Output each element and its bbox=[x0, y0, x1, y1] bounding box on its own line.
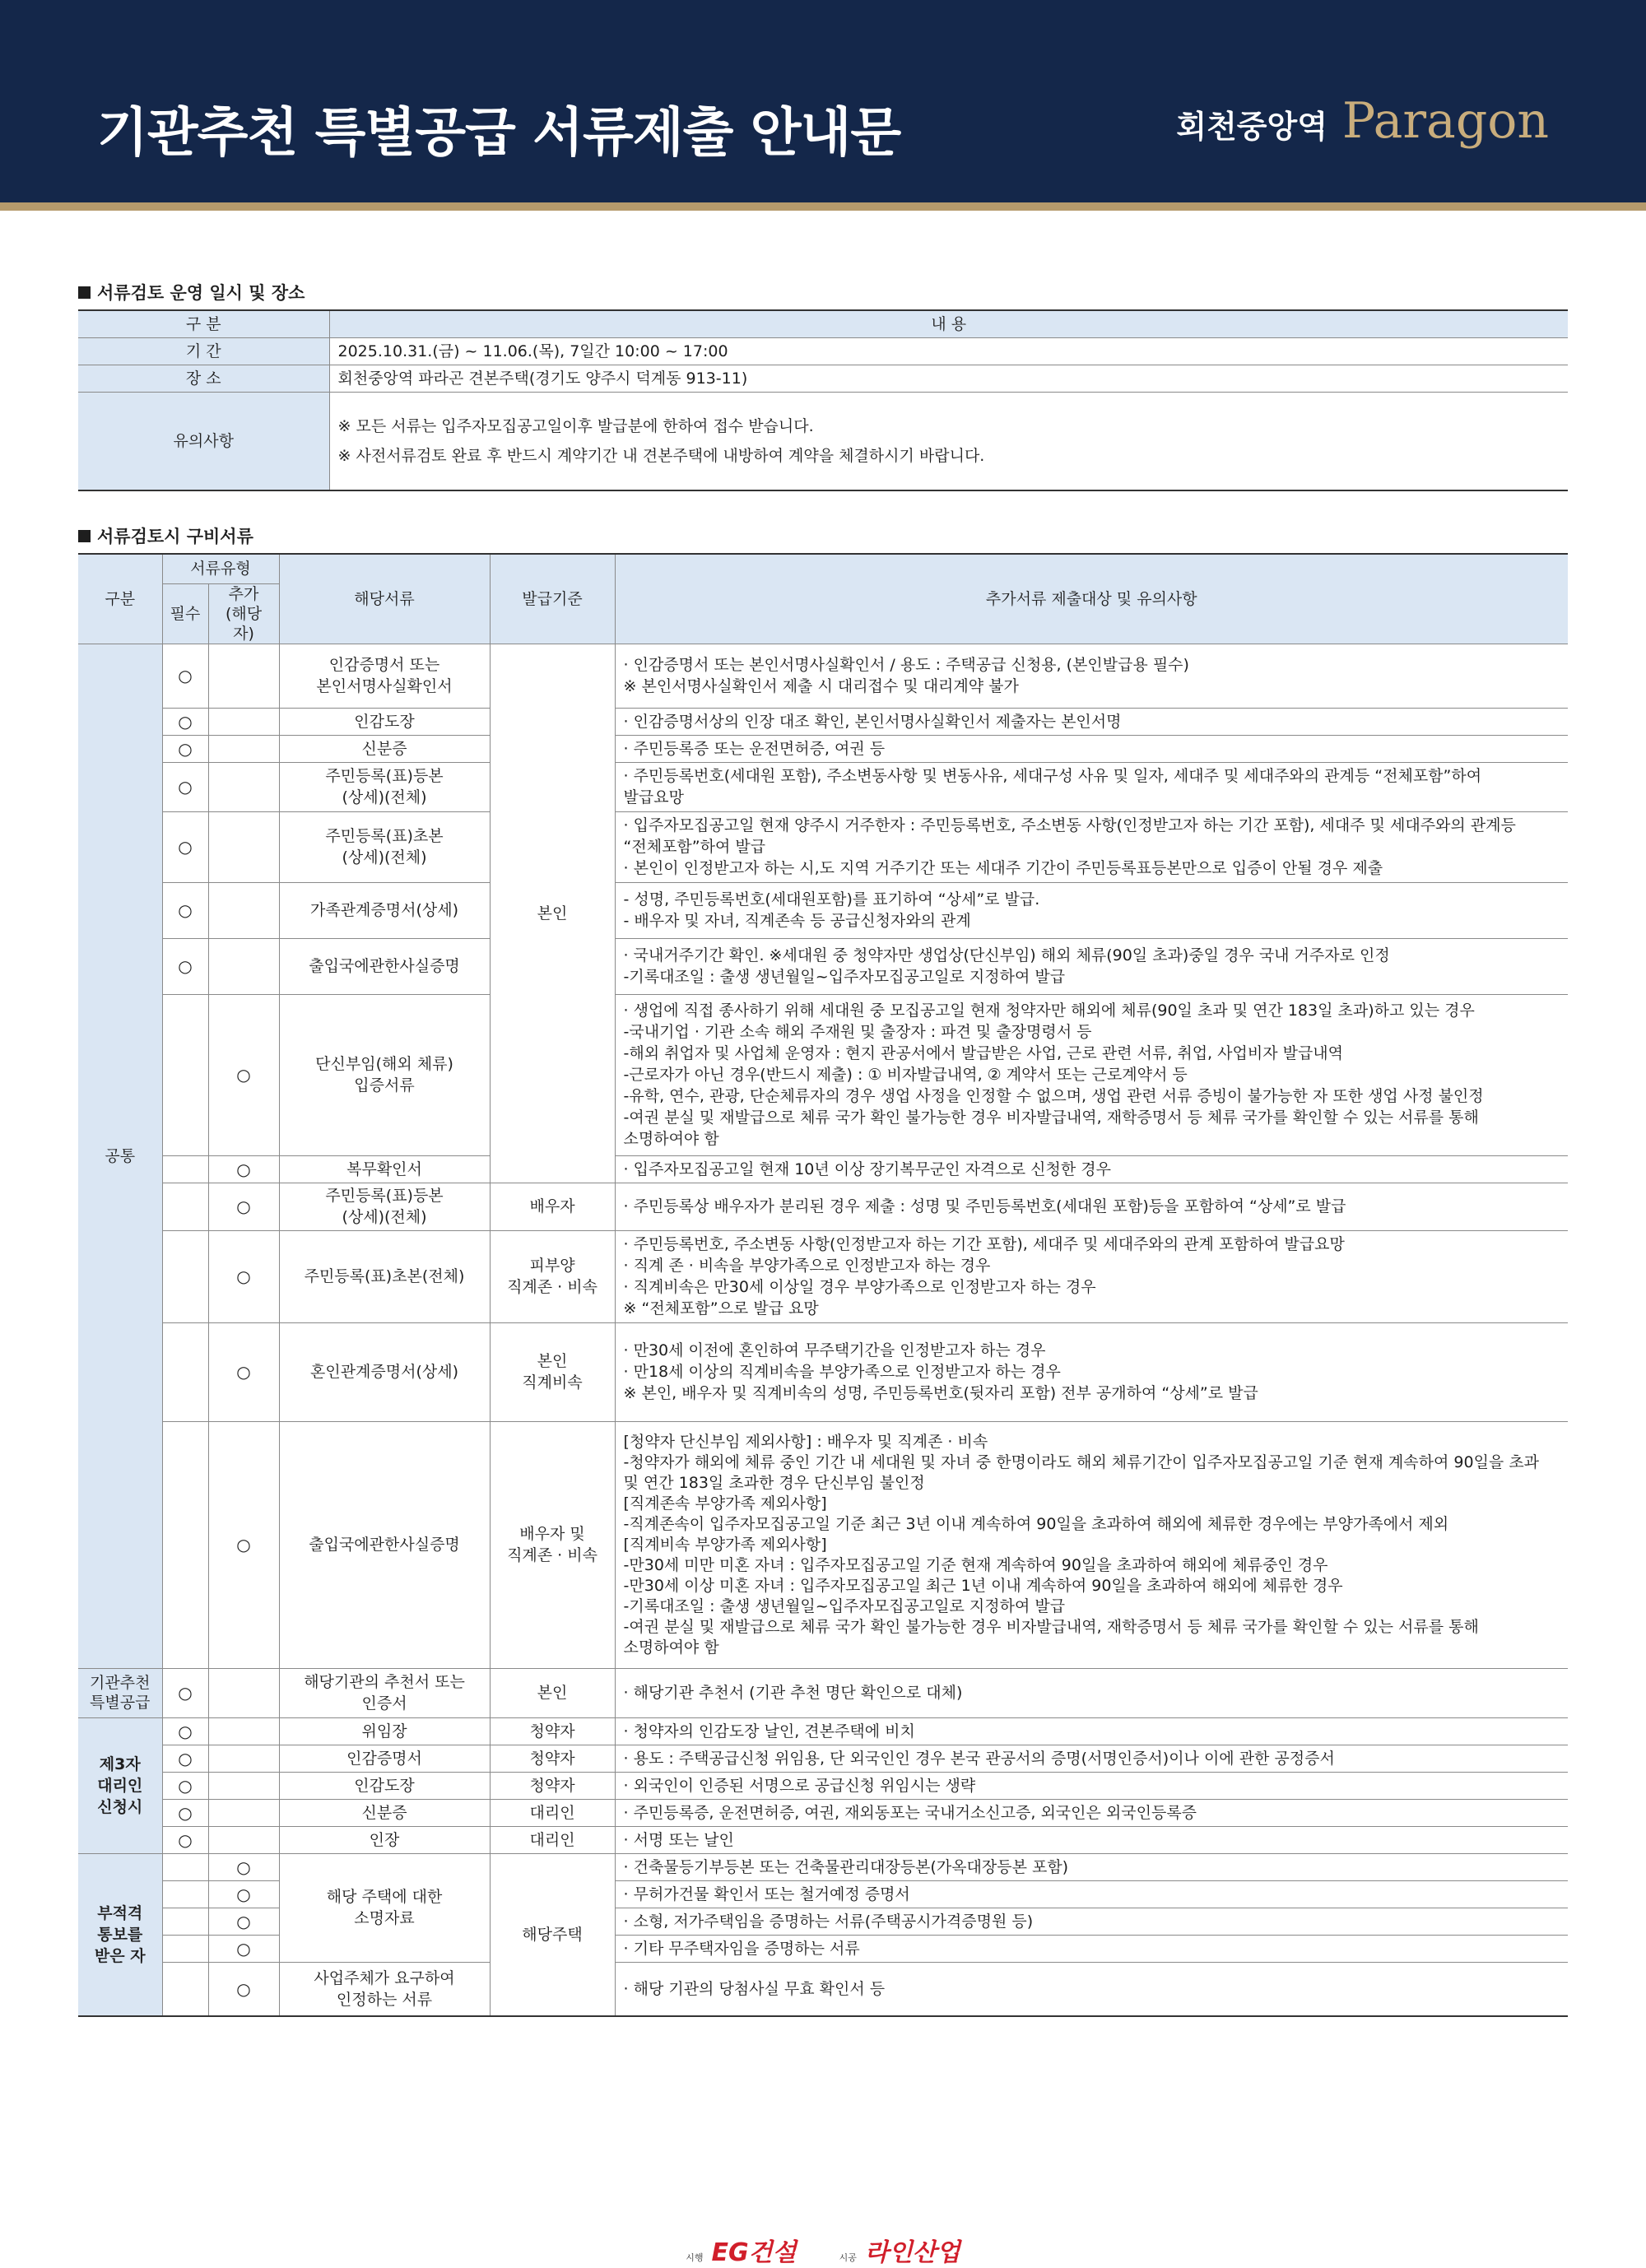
required-mark: ○ bbox=[162, 1772, 208, 1799]
extra-mark: ○ bbox=[208, 1908, 279, 1935]
required-mark-empty bbox=[162, 1230, 208, 1322]
required-mark: ○ bbox=[162, 882, 208, 938]
extra-mark: ○ bbox=[208, 1322, 279, 1421]
extra-mark-empty bbox=[208, 1668, 279, 1717]
required-mark-empty bbox=[162, 1155, 208, 1183]
extra-mark-empty bbox=[208, 1799, 279, 1826]
basis-applicant: 청약자 bbox=[490, 1772, 615, 1799]
extra-mark-empty bbox=[208, 1745, 279, 1772]
required-mark: ○ bbox=[162, 811, 208, 882]
header-divider bbox=[0, 202, 1646, 211]
extra-mark-empty bbox=[208, 708, 279, 735]
doc-name: 사업주체가 요구하여 인정하는 서류 bbox=[279, 1962, 490, 2016]
col-header-doc: 해당서류 bbox=[279, 554, 490, 644]
constructor-label: 시공 bbox=[839, 2252, 857, 2263]
col-header-notes: 추가서류 제출대상 및 유의사항 bbox=[615, 554, 1568, 644]
notice-item: ※ 사전서류검토 완료 후 반드시 계약기간 내 견본주택에 내방하여 계약을 체결하시기 바랍니다. bbox=[337, 446, 985, 465]
basis-housing: 해당주택 bbox=[490, 1853, 615, 2016]
doc-notes: · 주민등록증 또는 운전면허증, 여권 등 bbox=[615, 735, 1568, 762]
doc-notes: · 주민등록상 배우자가 분리된 경우 제출 : 성명 및 주민등록번호(세대원 포함)등을 포함하여 “상세”로 발급 bbox=[615, 1183, 1568, 1230]
period-value: 2025.10.31.(금) ~ 11.06.(목), 7일간 10:00 ~ 17:00 bbox=[329, 337, 1568, 365]
extra-mark: ○ bbox=[208, 1421, 279, 1668]
required-mark: ○ bbox=[162, 1799, 208, 1826]
doc-name: 해당기관의 추천서 또는 인증서 bbox=[279, 1668, 490, 1717]
col-header-group: 구분 bbox=[78, 554, 162, 644]
doc-name: 신분증 bbox=[279, 1799, 490, 1826]
col-header-type: 서류유형 bbox=[162, 554, 279, 583]
doc-notes: · 인감증명서상의 인장 대조 확인, 본인서명사실확인서 제출자는 본인서명 bbox=[615, 708, 1568, 735]
required-mark: ○ bbox=[162, 735, 208, 762]
required-mark: ○ bbox=[162, 1826, 208, 1853]
doc-name: 복무확인서 bbox=[279, 1155, 490, 1183]
required-mark: ○ bbox=[162, 1668, 208, 1717]
square-bullet-icon bbox=[78, 286, 91, 299]
extra-mark-empty bbox=[208, 644, 279, 708]
required-mark-empty bbox=[162, 1880, 208, 1908]
extra-mark-empty bbox=[208, 882, 279, 938]
group-ineligible: 부적격 통보를 받은 자 bbox=[78, 1853, 162, 2016]
row-label-period: 기 간 bbox=[78, 337, 329, 365]
doc-notes: · 무허가건물 확인서 또는 철거예정 증명서 bbox=[615, 1880, 1568, 1908]
developer-label: 시행 bbox=[686, 2252, 704, 2263]
row-label-place: 장 소 bbox=[78, 365, 329, 392]
basis-self: 본인 bbox=[490, 644, 615, 1183]
extra-mark-empty bbox=[208, 762, 279, 811]
doc-notes: · 서명 또는 날인 bbox=[615, 1826, 1568, 1853]
required-mark: ○ bbox=[162, 1745, 208, 1772]
doc-name: 출입국에관한사실증명 bbox=[279, 938, 490, 994]
extra-mark: ○ bbox=[208, 994, 279, 1155]
doc-notes: · 입주자모집공고일 현재 양주시 거주한자 : 주민등록번호, 주소변동 사항(인정받고자 하는 기간 포함), 세대주 및 세대주와의 관계등 “전체포함”하여 발급 · 본인이 인정받고자 하는 시,도 지역 거주기간 또는 세대주 기간이 주민등록표등본만으로 입증이 안될 경우 제출 bbox=[615, 811, 1568, 882]
notice-item: ※ 모든 서류는 입주자모집공고일이후 발급분에 한하여 접수 받습니다. bbox=[337, 416, 814, 435]
doc-notes: · 입주자모집공고일 현재 10년 이상 장기복무군인 자격으로 신청한 경우 bbox=[615, 1155, 1568, 1183]
doc-notes: · 외국인이 인증된 서명으로 공급신청 위임시는 생략 bbox=[615, 1772, 1568, 1799]
basis-dependent: 피부양 직계존 · 비속 bbox=[490, 1230, 615, 1322]
col-header-basis: 발급기준 bbox=[490, 554, 615, 644]
required-mark-empty bbox=[162, 1183, 208, 1230]
section-title-schedule: 서류검토 운영 일시 및 장소 bbox=[78, 280, 305, 304]
required-mark-empty bbox=[162, 1935, 208, 1962]
basis-agent: 대리인 bbox=[490, 1799, 615, 1826]
extra-mark-empty bbox=[208, 938, 279, 994]
extra-mark: ○ bbox=[208, 1155, 279, 1183]
doc-notes: · 건축물등기부등본 또는 건축물관리대장등본(가옥대장등본 포함) bbox=[615, 1853, 1568, 1880]
doc-name: 주민등록(표)초본 (상세)(전체) bbox=[279, 811, 490, 882]
doc-name: 인감증명서 또는 본인서명사실확인서 bbox=[279, 644, 490, 708]
doc-notes: · 국내거주기간 확인. ※세대원 중 청약자만 생업상(단신부임) 해외 체류(90일 초과)중일 경우 국내 거주자로 인정 -기록대조일 : 출생 생년월일~입주자모집공고일로 지정하여 발급 bbox=[615, 938, 1568, 994]
footer-logos bbox=[0, 2232, 1646, 2268]
extra-mark: ○ bbox=[208, 1853, 279, 1880]
required-mark: ○ bbox=[162, 1717, 208, 1745]
notice-list bbox=[329, 392, 1568, 490]
group-common: 공통 bbox=[78, 644, 162, 1668]
extra-mark-empty bbox=[208, 1772, 279, 1799]
basis-spouse-lineal: 배우자 및 직계존 · 비속 bbox=[490, 1421, 615, 1668]
required-mark: ○ bbox=[162, 762, 208, 811]
doc-name: 해당 주택에 대한 소명자료 bbox=[279, 1853, 490, 1962]
doc-notes: · 인감증명서 또는 본인서명사실확인서 / 용도 : 주택공급 신청용, (본인발급용 필수) ※ 본인서명사실확인서 제출 시 대리접수 및 대리계약 불가 bbox=[615, 644, 1568, 708]
documents-table bbox=[78, 553, 1568, 2017]
extra-mark-empty bbox=[208, 1826, 279, 1853]
doc-name: 신분증 bbox=[279, 735, 490, 762]
col-header-extra: 추가 (해당자) bbox=[208, 583, 279, 644]
doc-name: 주민등록(표)등본 (상세)(전체) bbox=[279, 1183, 490, 1230]
group-institution: 기관추천 특별공급 bbox=[78, 1668, 162, 1717]
basis-self: 본인 bbox=[490, 1668, 615, 1717]
doc-notes: · 용도 : 주택공급신청 위임용, 단 외국인인 경우 본국 관공서의 증명(서명인증서)이나 이에 관한 공정증서 bbox=[615, 1745, 1568, 1772]
doc-name: 출입국에관한사실증명 bbox=[279, 1421, 490, 1668]
doc-notes: [청약자 단신부임 제외사항] : 배우자 및 직계존 · 비속 -청약자가 해외에 체류 중인 기간 내 세대원 및 자녀 중 한명이라도 해외 체류기간이 입주자모집공고일 기준 현재 계속하여 90일을 초과 및 연간 183일 초과한 경우 단신부임 불인정 [직계존속 부양가족 제외사항] -직계존속이 입주자모집공고일 기준 최근 3년 이내 계속하여 90일을 초과하여 해외에 체류한 경우에는 부양가족에서 제외 [직계비속 부양가족 제외사항] -만30세 미만 미혼 자녀 : 입주자모집공고일 기준 현재 계속하여 90일을 초과하여 해외에 체류중인 경우 -만30세 이상 미혼 자녀 : 입주자모집공고일 최근 1년 이내 계속하여 90일을 초과하여 해외에 체류한 경우 -기록대조일 : 출생 생년월일~입주자모집공고일로 지정하여 발급 -여권 분실 및 재발급으로 체류 국가 확인 불가능한 경우 비자발급내역, 재학증명서 등 체류 국가를 확인할 수 있는 서류를 통해 소명하여야 함 bbox=[615, 1421, 1568, 1668]
required-mark-empty bbox=[162, 1908, 208, 1935]
extra-mark: ○ bbox=[208, 1183, 279, 1230]
brand-korean: 회천중앙역 bbox=[1176, 109, 1327, 145]
extra-mark-empty bbox=[208, 811, 279, 882]
col-header-category: 구 분 bbox=[78, 310, 329, 337]
doc-name: 인감도장 bbox=[279, 708, 490, 735]
doc-notes: · 기타 무주택자임을 증명하는 서류 bbox=[615, 1935, 1568, 1962]
group-proxy: 제3자 대리인 신청시 bbox=[78, 1717, 162, 1853]
doc-name: 주민등록(표)등본 (상세)(전체) bbox=[279, 762, 490, 811]
extra-mark: ○ bbox=[208, 1935, 279, 1962]
doc-name: 가족관계증명서(상세) bbox=[279, 882, 490, 938]
doc-name: 위임장 bbox=[279, 1717, 490, 1745]
col-header-content: 내 용 bbox=[329, 310, 1568, 337]
extra-mark-empty bbox=[208, 735, 279, 762]
basis-agent: 대리인 bbox=[490, 1826, 615, 1853]
doc-name: 혼인관계증명서(상세) bbox=[279, 1322, 490, 1421]
brand-english: Paragon bbox=[1341, 92, 1549, 150]
doc-name: 단신부임(해외 체류) 입증서류 bbox=[279, 994, 490, 1155]
row-label-notice: 유의사항 bbox=[78, 392, 329, 490]
place-value: 회천중앙역 파라곤 견본주택(경기도 양주시 덕계동 913-11) bbox=[329, 365, 1568, 392]
required-mark: ○ bbox=[162, 938, 208, 994]
required-mark: ○ bbox=[162, 708, 208, 735]
doc-notes: · 청약자의 인감도장 날인, 견본주택에 비치 bbox=[615, 1717, 1568, 1745]
section-title-documents: 서류검토시 구비서류 bbox=[78, 523, 253, 548]
doc-name: 인감도장 bbox=[279, 1772, 490, 1799]
extra-mark: ○ bbox=[208, 1962, 279, 2016]
required-mark-empty bbox=[162, 1421, 208, 1668]
doc-notes: · 생업에 직접 종사하기 위해 세대원 중 모집공고일 현재 청약자만 해외에 체류(90일 초과 및 연간 183일 초과)하고 있는 경우 -국내기업 · 기관 소속 해외 주재원 및 출장자 : 파견 및 출장명령서 등 -해외 취업자 및 사업체 운영자 : 현지 관공서에서 발급받은 사업, 근로 관련 서류, 취업, 사업비자 발급내역 -근로자가 아닌 경우(반드시 제출) : ① 비자발급내역, ② 계약서 또는 근로계약서 등 -유학, 연수, 관광, 단순체류자의 경우 생업 사정을 인정할 수 없으며, 생업 관련 서류 증빙이 불가능한 자 또한 생업 사정 불인정 -여권 분실 및 재발급으로 체류 국가 확인 불가능한 경우 비자발급내역, 재학증명서 등 체류 국가를 확인할 수 있는 서류를 통해 소명하여야 함 bbox=[615, 994, 1568, 1155]
col-header-required: 필수 bbox=[162, 583, 208, 644]
doc-notes: · 주민등록증, 운전면허증, 여권, 재외동포는 국내거소신고증, 외국인은 외국인등록증 bbox=[615, 1799, 1568, 1826]
basis-spouse: 배우자 bbox=[490, 1183, 615, 1230]
extra-mark-empty bbox=[208, 1717, 279, 1745]
doc-name: 주민등록(표)초본(전체) bbox=[279, 1230, 490, 1322]
basis-self-lineal: 본인 직계비속 bbox=[490, 1322, 615, 1421]
basis-applicant: 청약자 bbox=[490, 1745, 615, 1772]
doc-notes: · 만30세 이전에 혼인하여 무주택기간을 인정받고자 하는 경우 · 만18세 이상의 직계비속을 부양가족으로 인정받고자 하는 경우 ※ 본인, 배우자 및 직계비속의 성명, 주민등록번호(뒷자리 포함) 전부 공개하여 “상세”로 발급 bbox=[615, 1322, 1568, 1421]
doc-notes: · 주민등록번호, 주소변동 사항(인정받고자 하는 기간 포함), 세대주 및 세대주와의 관계 포함하여 발급요망 · 직계 존 · 비속을 부양가족으로 인정받고자 하는 경우 · 직계비속은 만30세 이상일 경우 부양가족으로 인정받고자 하는 경우 ※ “전체포함”으로 발급 요망 bbox=[615, 1230, 1568, 1322]
doc-notes: · 소형, 저가주택임을 증명하는 서류(주택공시가격증명원 등) bbox=[615, 1908, 1568, 1935]
required-mark-empty bbox=[162, 1322, 208, 1421]
doc-name: 인감증명서 bbox=[279, 1745, 490, 1772]
doc-notes: - 성명, 주민등록번호(세대원포함)를 표기하여 “상세”로 발급. - 배우자 및 자녀, 직계존속 등 공급신청자와의 관계 bbox=[615, 882, 1568, 938]
required-mark-empty bbox=[162, 1962, 208, 2016]
constructor-logo: 라인산업 bbox=[864, 2238, 960, 2267]
brand-logo bbox=[1176, 92, 1549, 150]
extra-mark: ○ bbox=[208, 1230, 279, 1322]
doc-name: 인장 bbox=[279, 1826, 490, 1853]
doc-notes: · 주민등록번호(세대원 포함), 주소변동사항 및 변동사유, 세대구성 사유 및 일자, 세대주 및 세대주와의 관계등 “전체포함”하여 발급요망 bbox=[615, 762, 1568, 811]
basis-applicant: 청약자 bbox=[490, 1717, 615, 1745]
developer-logo: EG건설 bbox=[711, 2238, 797, 2267]
required-mark-empty bbox=[162, 994, 208, 1155]
required-mark-empty bbox=[162, 1853, 208, 1880]
doc-notes: · 해당 기관의 당첨사실 무효 확인서 등 bbox=[615, 1962, 1568, 2016]
doc-notes: · 해당기관 추천서 (기관 추천 명단 확인으로 대체) bbox=[615, 1668, 1568, 1717]
required-mark: ○ bbox=[162, 644, 208, 708]
extra-mark: ○ bbox=[208, 1880, 279, 1908]
schedule-table bbox=[78, 309, 1568, 491]
page-title: 기관추천 특별공급 서류제출 안내문 bbox=[97, 103, 901, 164]
square-bullet-icon bbox=[78, 530, 91, 542]
